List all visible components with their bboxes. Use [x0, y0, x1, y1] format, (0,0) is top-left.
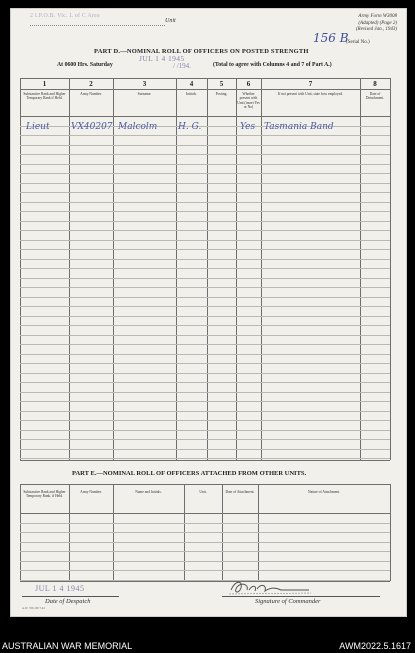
- table-row-rule: [20, 335, 390, 336]
- table-row-rule: [20, 542, 390, 543]
- totals-note: (Total to agree with Columns 4 and 7 of Part A.): [213, 62, 332, 68]
- table-row-rule: [20, 382, 390, 383]
- table-row-rule: [20, 278, 390, 279]
- column-number: 3: [142, 80, 147, 88]
- column-number: 2: [89, 80, 93, 88]
- column-number: 6: [246, 80, 251, 88]
- table-row-rule: [20, 420, 390, 421]
- caption-institution: AUSTRALIAN WAR MEMORIAL: [2, 641, 133, 651]
- print-code: A.W. 356 100 7.44: [22, 606, 45, 610]
- unit-stamp: 2 I.P.O.B. Vic. L of C Area: [30, 13, 100, 19]
- column-number: 5: [219, 80, 224, 88]
- army-form-reference: [356, 14, 397, 34]
- column-number: 8: [373, 80, 377, 88]
- table-row-rule: [20, 439, 390, 440]
- entry-present: Yes: [240, 122, 256, 132]
- date-year-text: / /194.: [173, 62, 191, 70]
- unit-line: [30, 25, 165, 26]
- despatch-label: Date of Despatch: [45, 598, 91, 605]
- part-e-title: PART E.—NOMINAL ROLL OF OFFICERS ATTACHED FROM OTHER UNITS.: [72, 470, 307, 477]
- table-row-rule: [20, 164, 390, 165]
- caption-accession-number: AWM2022.5.1617: [339, 641, 411, 651]
- serial-label: (Serial No.): [346, 40, 370, 45]
- table-row-rule: [20, 183, 390, 184]
- table-row-rule: [20, 523, 390, 524]
- entry-surname: Malcolm: [118, 122, 158, 132]
- entry-rank: Lieut: [26, 122, 50, 132]
- column-header: Posting.: [215, 92, 228, 96]
- part-d-title: PART D.—NOMINAL ROLL OF OFFICERS ON POSTED STRENGTH: [94, 48, 309, 55]
- table-row-rule: [20, 202, 390, 203]
- table-row-rule: [20, 458, 390, 459]
- table-row-rule: [20, 306, 390, 307]
- table-border-top: [20, 484, 390, 485]
- table-border-top: [20, 78, 390, 79]
- table-row-rule: [20, 580, 390, 581]
- column-header: Whether present with Unit (insert Yes or No): [237, 92, 260, 110]
- table-row-rule: [20, 561, 390, 562]
- entry-employed: Tasmania Band: [264, 122, 334, 132]
- table-border-bottom: [20, 460, 390, 461]
- column-header: Unit.: [199, 490, 207, 494]
- entry-initials: H. G.: [178, 122, 202, 132]
- table-row-rule: [20, 230, 390, 231]
- column-header: Army Number.: [80, 490, 102, 494]
- table-row-rule: [20, 259, 390, 260]
- table-row-rule: [20, 570, 390, 571]
- table-row-rule: [20, 240, 390, 241]
- serial-number-handwritten: 156 B: [313, 31, 349, 45]
- table-row-rule: [20, 354, 390, 355]
- army-form-line: (Revised Jan., 1943): [355, 27, 397, 32]
- table-row-rule: [20, 373, 390, 374]
- column-number: 7: [308, 80, 313, 88]
- column-header: If not present with Unit, state how employed.: [277, 92, 344, 96]
- column-number: 1: [42, 80, 47, 88]
- date-prefix: At 0600 Hrs. Saturday: [57, 62, 113, 68]
- table-rule: [20, 513, 390, 514]
- column-number: 4: [189, 80, 194, 88]
- table-row-rule: [20, 430, 390, 431]
- table-row-rule: [20, 325, 390, 326]
- table-row-rule: [20, 145, 390, 146]
- army-form-line: (Adapted) (Page 2): [358, 20, 397, 26]
- unit-label: Unit: [165, 18, 176, 24]
- table-row-rule: [20, 192, 390, 193]
- table-border-bottom: [20, 581, 390, 582]
- commander-signature: [225, 578, 315, 598]
- column-header: Initials.: [186, 92, 197, 96]
- date-stamp: JUL 1 4 1945: [139, 54, 185, 63]
- table-row-rule: [20, 154, 390, 155]
- table-row-rule: [20, 221, 390, 222]
- table-row-rule: [20, 173, 390, 174]
- column-header: Army Number.: [80, 92, 102, 96]
- column-header: Substantive Rank and Higher Temporary Rank if Held.: [23, 92, 66, 101]
- column-header: Surname.: [137, 92, 152, 96]
- signature-label: Signature of Commander: [255, 598, 321, 605]
- table-column-divider: [390, 78, 391, 460]
- table-row-rule: [20, 411, 390, 412]
- column-header: Date of Detachment.: [365, 92, 385, 101]
- signature-line: [222, 596, 380, 597]
- table-row-rule: [20, 249, 390, 250]
- column-header: Date of Attachment.: [225, 490, 255, 494]
- despatch-line: [22, 596, 119, 597]
- table-row-rule: [20, 297, 390, 298]
- column-header: Nature of Attachment.: [307, 490, 341, 494]
- table-row-rule: [20, 551, 390, 552]
- table-row-rule: [20, 363, 390, 364]
- table-row-rule: [20, 344, 390, 345]
- table-row-rule: [20, 316, 390, 317]
- column-header: Substantive Rank and Higher Temporary Rank, if Held.: [23, 490, 66, 499]
- column-header: Name and Initials.: [135, 490, 162, 494]
- despatch-date-stamp: JUL 1 4 1945: [35, 584, 85, 593]
- table-row-rule: [20, 287, 390, 288]
- table-rule: [20, 116, 390, 117]
- army-form-line: Army Form W3008: [358, 14, 397, 19]
- table-row-rule: [20, 401, 390, 402]
- table-row-rule: [20, 135, 390, 136]
- table-row-rule: [20, 532, 390, 533]
- table-column-divider: [390, 484, 391, 581]
- entry-army-number: VX40207: [71, 122, 113, 132]
- table-row-rule: [20, 392, 390, 393]
- table-rule: [20, 89, 390, 90]
- table-row-rule: [20, 449, 390, 450]
- table-row-rule: [20, 268, 390, 269]
- table-row-rule: [20, 211, 390, 212]
